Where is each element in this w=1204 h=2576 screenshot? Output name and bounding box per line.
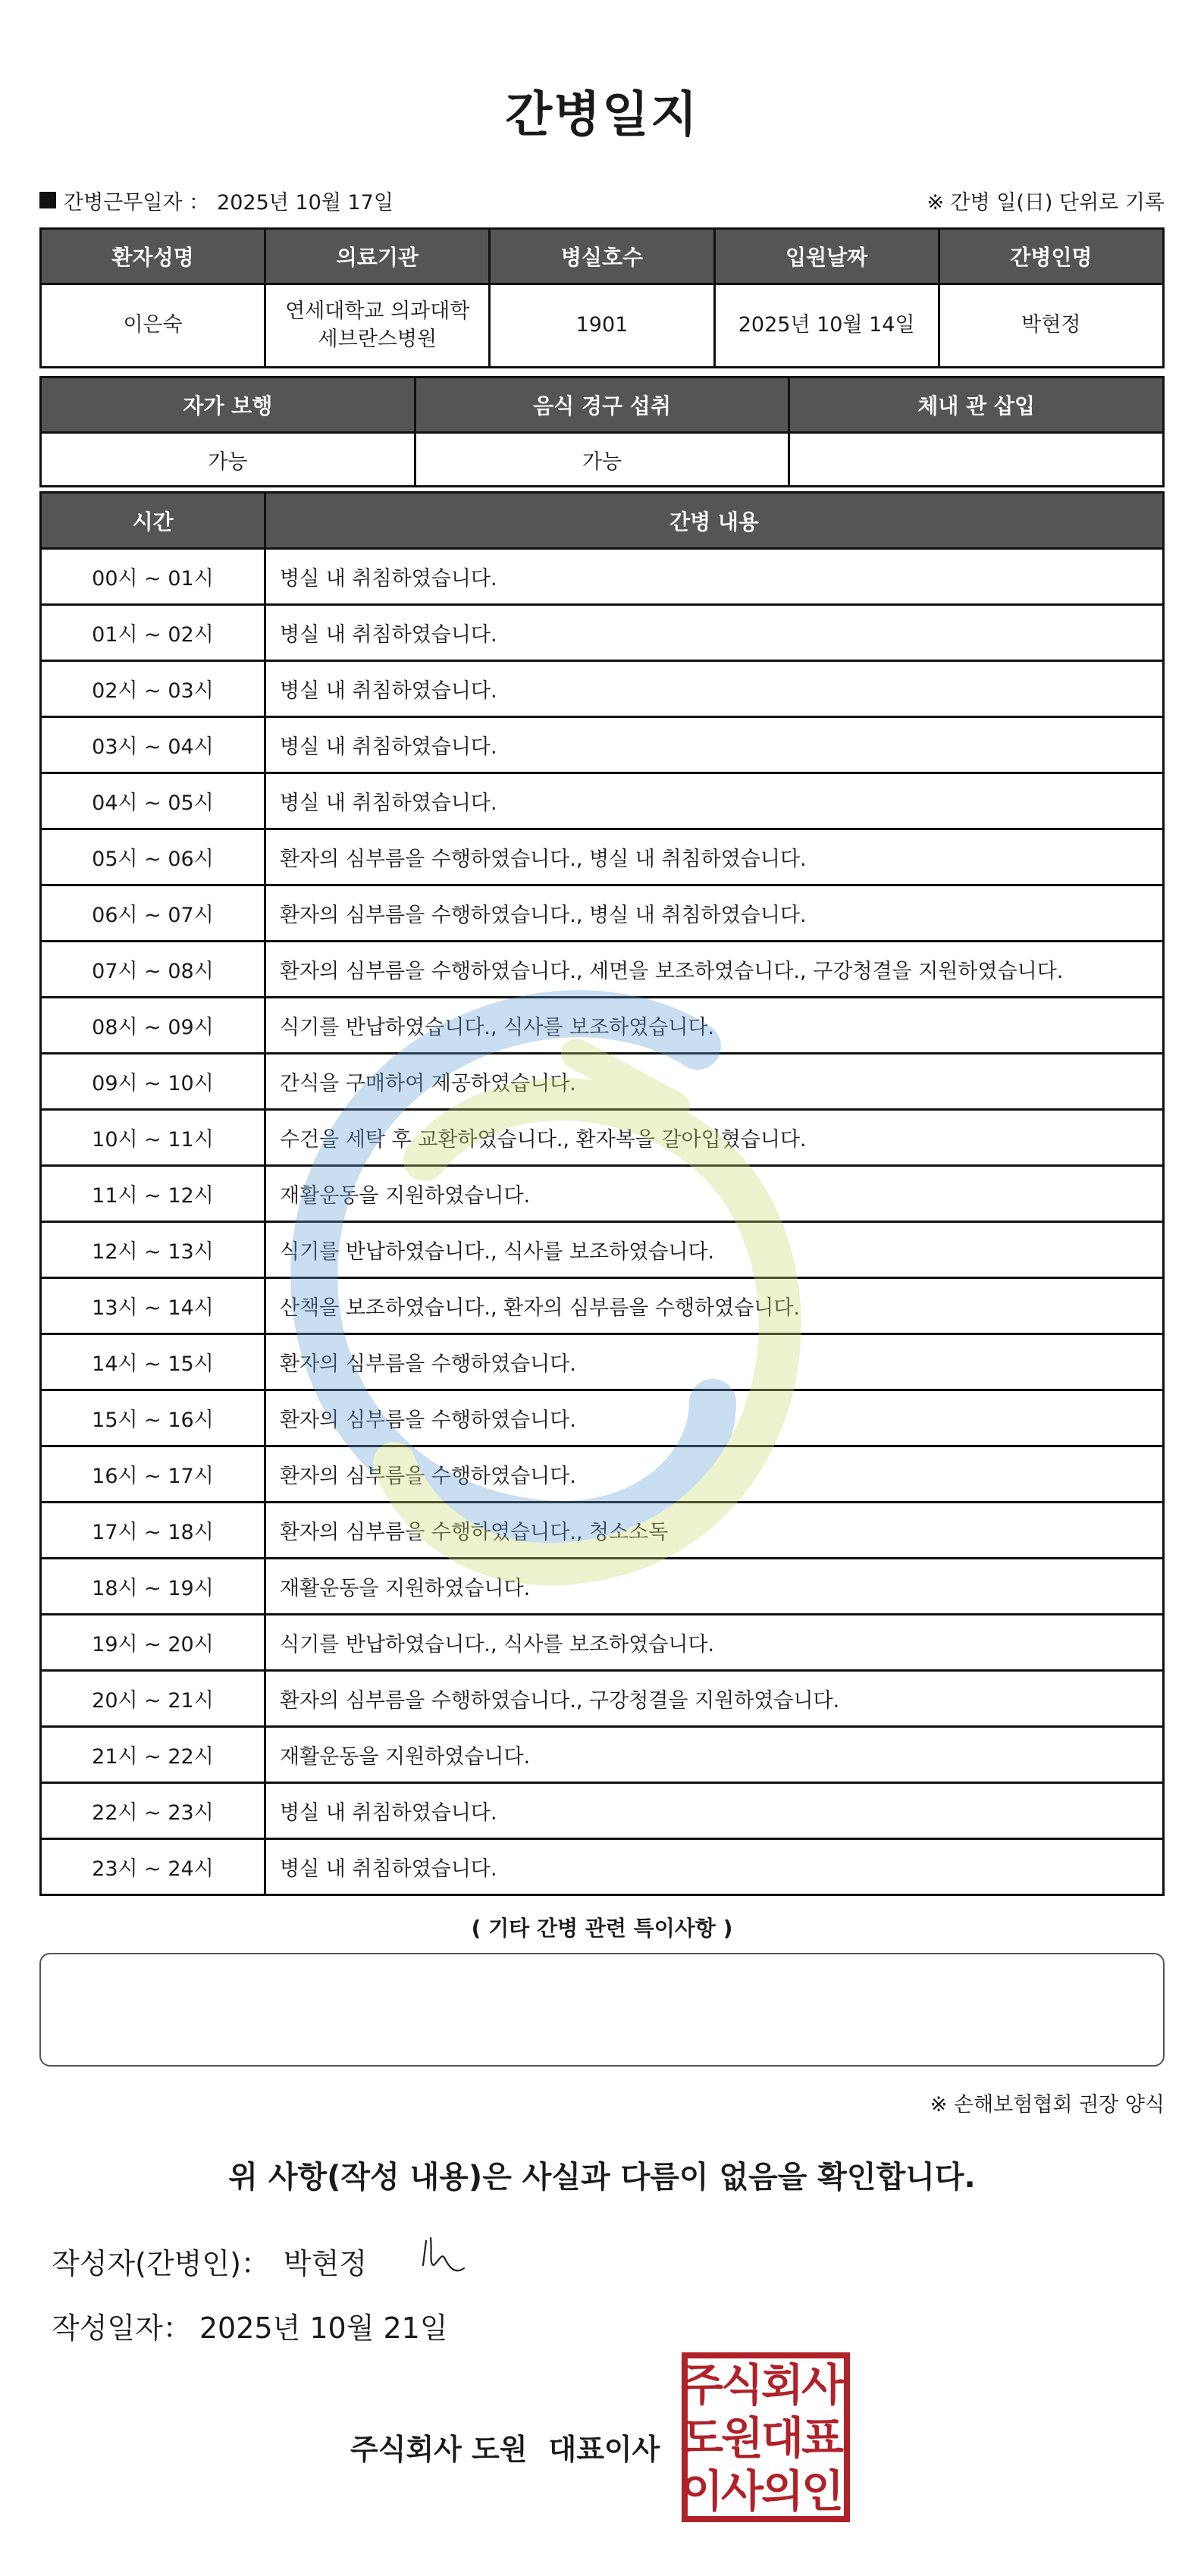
seal-character: 의 — [760, 2465, 804, 2517]
log-row — [41, 1559, 1164, 1615]
writer-row — [52, 2240, 367, 2282]
hospital — [265, 284, 490, 368]
written-date-label: 작성일자： — [52, 2311, 192, 2345]
log-row — [41, 773, 1164, 829]
seal-character: 사 — [720, 2465, 764, 2517]
patient-name: 이은숙 — [41, 284, 265, 368]
log-row — [41, 1839, 1164, 1895]
company-name: 주식회사 도원 — [350, 2433, 528, 2466]
log-time: 15시 ~ 16시 — [41, 1390, 265, 1446]
record-unit-note: ※ 간병 일(日) 단위로 기록 — [927, 190, 1165, 215]
recommendation-note: ※ 손해보험협회 권장 양식 — [930, 2093, 1165, 2117]
log-row — [41, 829, 1164, 885]
log-time: 17시 ~ 18시 — [41, 1503, 265, 1559]
log-time: 10시 ~ 11시 — [41, 1110, 265, 1166]
company-seal-stamp — [681, 2352, 851, 2523]
log-row — [41, 1503, 1164, 1559]
log-content: 환자의 심부름을 수행하였습니다., 청소소독 — [265, 1503, 1164, 1559]
log-time: 05시 ~ 06시 — [41, 829, 265, 885]
work-date-value: 2025년 10월 17일 — [217, 190, 393, 215]
log-row — [41, 1390, 1164, 1446]
meta-row — [39, 185, 1165, 215]
seal-character: 인 — [801, 2465, 845, 2517]
log-row — [41, 1222, 1164, 1278]
log-time: 06시 ~ 07시 — [41, 885, 265, 942]
log-row — [41, 885, 1164, 942]
log-content: 식기를 반납하였습니다., 식사를 보조하였습니다. — [265, 998, 1164, 1054]
special-notes-title: ( 기타 간병 관련 특이사항 ) — [471, 1916, 733, 1941]
log-row — [41, 942, 1164, 998]
oral-intake-status: 가능 — [415, 433, 789, 487]
log-time: 04시 ~ 05시 — [41, 773, 265, 829]
log-content: 병실 내 취침하였습니다. — [265, 1783, 1164, 1839]
log-content: 산책을 보조하였습니다., 환자의 심부름을 수행하였습니다. — [265, 1278, 1164, 1334]
written-date-value: 2025년 10월 21일 — [199, 2311, 448, 2345]
log-content: 식기를 반납하였습니다., 식사를 보조하였습니다. — [265, 1615, 1164, 1671]
hospital-line-1: 연세대학교 의과대학 — [285, 299, 470, 324]
written-date-row — [52, 2305, 448, 2346]
log-row — [41, 1727, 1164, 1783]
hospital-line-2: 세브란스병원 — [318, 327, 437, 351]
log-content: 환자의 심부름을 수행하였습니다. — [265, 1446, 1164, 1503]
log-row — [41, 1278, 1164, 1334]
header-tube: 체내 관 삽입 — [789, 378, 1164, 433]
log-row — [41, 1110, 1164, 1166]
room-number: 1901 — [490, 284, 714, 368]
representative-title: 대표이사 — [548, 2433, 660, 2466]
company-signature-line — [350, 2426, 660, 2468]
log-row — [41, 661, 1164, 717]
log-time: 09시 ~ 10시 — [41, 1054, 265, 1110]
log-content: 환자의 심부름을 수행하였습니다. — [265, 1390, 1164, 1446]
log-content: 환자의 심부름을 수행하였습니다., 세면을 보조하였습니다., 구강청결을 지원하였습니다. — [265, 942, 1164, 998]
log-time: 14시 ~ 15시 — [41, 1334, 265, 1390]
handwritten-signature — [415, 2230, 476, 2283]
special-notes-box — [39, 1953, 1165, 2067]
seal-character: 도 — [681, 2412, 724, 2464]
seal-character: 원 — [720, 2412, 764, 2464]
log-time: 07시 ~ 08시 — [41, 942, 265, 998]
header-caregiver: 간병인명 — [939, 229, 1163, 284]
header-hospital: 의료기관 — [265, 229, 490, 284]
seal-character: 표 — [801, 2412, 845, 2464]
log-content: 병실 내 취침하였습니다. — [265, 605, 1164, 661]
log-time: 12시 ~ 13시 — [41, 1222, 265, 1278]
log-time: 16시 ~ 17시 — [41, 1446, 265, 1503]
log-row — [41, 1783, 1164, 1839]
log-time: 02시 ~ 03시 — [41, 661, 265, 717]
seal-character: 식 — [720, 2359, 764, 2411]
admission-date: 2025년 10월 14일 — [714, 284, 939, 368]
log-time: 23시 ~ 24시 — [41, 1839, 265, 1895]
log-row — [41, 1166, 1164, 1222]
tube-status — [789, 433, 1164, 487]
patient-info-table — [39, 227, 1165, 368]
log-content: 환자의 심부름을 수행하였습니다., 병실 내 취침하였습니다. — [265, 829, 1164, 885]
header-admission-date: 입원날짜 — [714, 229, 939, 284]
log-content: 재활운동을 지원하였습니다. — [265, 1166, 1164, 1222]
seal-character: 이 — [681, 2465, 724, 2517]
header-room: 병실호수 — [490, 229, 714, 284]
patient-status-table — [39, 376, 1165, 487]
log-time: 18시 ~ 19시 — [41, 1559, 265, 1615]
log-content: 병실 내 취침하였습니다. — [265, 1839, 1164, 1895]
header-care-content: 간병 내용 — [265, 493, 1164, 549]
log-time: 08시 ~ 09시 — [41, 998, 265, 1054]
log-content: 수건을 세탁 후 교환하였습니다., 환자복을 갈아입혔습니다. — [265, 1110, 1164, 1166]
writer-label: 작성자(간병인)： — [52, 2247, 270, 2280]
log-content: 병실 내 취침하였습니다. — [265, 773, 1164, 829]
log-content: 환자의 심부름을 수행하였습니다., 병실 내 취침하였습니다. — [265, 885, 1164, 942]
log-content: 병실 내 취침하였습니다. — [265, 717, 1164, 773]
log-time: 21시 ~ 22시 — [41, 1727, 265, 1783]
log-row — [41, 1446, 1164, 1503]
log-content: 병실 내 취침하였습니다. — [265, 661, 1164, 717]
log-content: 환자의 심부름을 수행하였습니다. — [265, 1334, 1164, 1390]
log-row — [41, 605, 1164, 661]
log-time: 11시 ~ 12시 — [41, 1166, 265, 1222]
log-row — [41, 549, 1164, 605]
log-row — [41, 1671, 1164, 1727]
work-date — [39, 186, 393, 215]
header-walking: 자가 보행 — [41, 378, 415, 433]
square-bullet-icon — [39, 192, 56, 208]
log-row — [41, 998, 1164, 1054]
log-time: 19시 ~ 20시 — [41, 1615, 265, 1671]
care-log-table — [39, 491, 1165, 1896]
document-title: 간병일지 — [505, 87, 699, 143]
writer-name: 박현정 — [283, 2247, 368, 2280]
log-time: 20시 ~ 21시 — [41, 1671, 265, 1727]
log-content: 병실 내 취침하였습니다. — [265, 549, 1164, 605]
log-time: 03시 ~ 04시 — [41, 717, 265, 773]
confirmation-statement: 위 사항(작성 내용)은 사실과 다름이 없음을 확인합니다. — [228, 2160, 976, 2195]
log-content: 재활운동을 지원하였습니다. — [265, 1559, 1164, 1615]
log-row — [41, 717, 1164, 773]
header-time: 시간 — [41, 493, 265, 549]
seal-character: 사 — [801, 2359, 845, 2411]
seal-character: 주 — [681, 2359, 724, 2411]
log-content: 간식을 구매하여 제공하였습니다. — [265, 1054, 1164, 1110]
walking-status: 가능 — [41, 433, 415, 487]
work-date-label: 간병근무일자 ： — [64, 190, 210, 215]
log-content: 재활운동을 지원하였습니다. — [265, 1727, 1164, 1783]
log-time: 22시 ~ 23시 — [41, 1783, 265, 1839]
header-oral-intake: 음식 경구 섭취 — [415, 378, 789, 433]
log-row — [41, 1334, 1164, 1390]
log-row — [41, 1054, 1164, 1110]
caregiver-name: 박현정 — [939, 284, 1163, 368]
log-time: 01시 ~ 02시 — [41, 605, 265, 661]
seal-character: 회 — [760, 2359, 804, 2411]
log-content: 식기를 반납하였습니다., 식사를 보조하였습니다. — [265, 1222, 1164, 1278]
header-patient-name: 환자성명 — [41, 229, 265, 284]
log-row — [41, 1615, 1164, 1671]
log-time: 00시 ~ 01시 — [41, 549, 265, 605]
log-content: 환자의 심부름을 수행하였습니다., 구강청결을 지원하였습니다. — [265, 1671, 1164, 1727]
log-time: 13시 ~ 14시 — [41, 1278, 265, 1334]
seal-character: 대 — [760, 2412, 804, 2464]
